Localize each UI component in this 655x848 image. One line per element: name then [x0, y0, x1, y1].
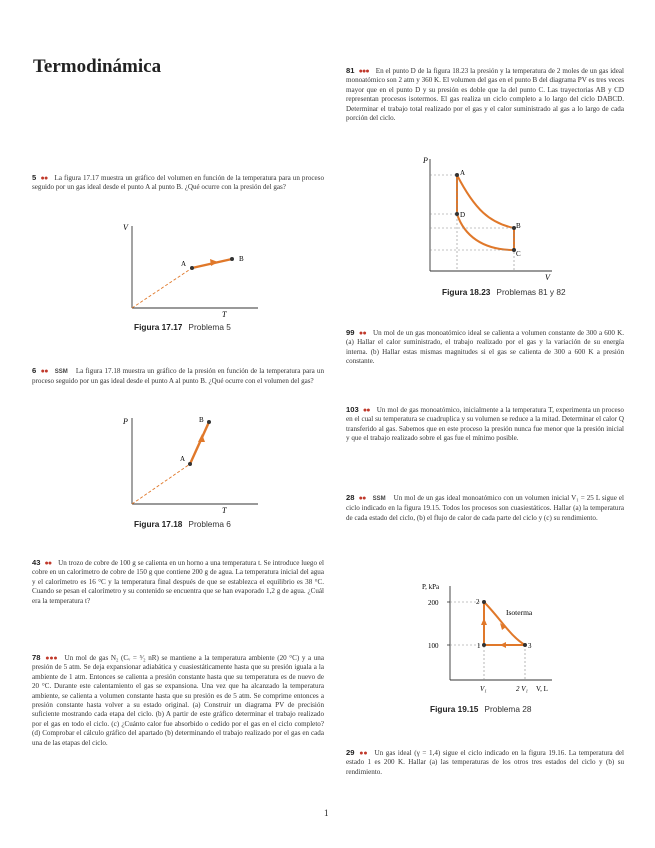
point-3 [523, 643, 527, 647]
y-axis-label: P [123, 417, 128, 426]
x-axis-label: T [222, 506, 227, 515]
label-a: A [181, 260, 187, 268]
difficulty-dots: ●● [358, 494, 366, 502]
figure-caption-text: Problemas 81 y 82 [496, 287, 566, 297]
tick-100: 100 [428, 642, 439, 650]
point-d [455, 212, 459, 216]
problem-28 [346, 493, 624, 523]
figure-18-23-caption [442, 287, 566, 297]
problem-43 [32, 558, 324, 606]
isotherm-ab [457, 175, 514, 228]
problem-text: La figura 17.17 muestra un gráfico del volumen en función de la temperatura para un proceso seguido por un gas ideal desde el punto A al punto B. ¿Qué ocurre con la presión del gas? [32, 174, 324, 192]
figure-17-18-caption [134, 519, 231, 529]
problem-number: 103 [346, 405, 359, 414]
isotherm-cd [457, 214, 514, 250]
problem-text: Un mol de un gas monoatómico ideal se calienta a volumen constante de 300 a 600 K. (a) Hallar el calor suministrado, el trabajo realizado por el gas y la variación de su energía interna. (b) Hallar estas mismas magnitudes si el gas se calienta de 300 a 600 K a presión constante. [346, 329, 624, 366]
problem-number: 29 [346, 748, 355, 757]
label-a: A [460, 169, 466, 177]
problem-29 [346, 748, 624, 777]
label-a: A [180, 455, 186, 463]
problem-number: 78 [32, 653, 41, 662]
problem-number: 28 [346, 493, 355, 502]
y-axis-label: P [423, 156, 428, 165]
label-c: C [516, 250, 521, 258]
problem-5 [32, 173, 324, 193]
tick-200: 200 [428, 599, 439, 607]
extrapolation [132, 464, 190, 504]
figure-17-18 [118, 412, 268, 517]
problem-text: En el punto D de la figura 18.23 la presión y la temperatura de 2 moles de un gas ideal monoatómico son 2 atm y 360 K. El volumen del gas en el punto B del diagrama PV es tres veces mayor que en el punto D y su presión es doble que la del punto C. Las trayectorias AB y CD representan procesos isotermos. El gas realiza un ciclo completo a lo largo del ciclo DABCD. Determinar el trabajo total realizado por el gas y el calor suministrado al gas a lo largo de cada porción del ciclo. [346, 67, 624, 123]
y-axis-label: P, kPa [422, 583, 440, 591]
point-a [455, 173, 459, 177]
xtick-2v1: 2 V₁ [516, 685, 528, 693]
figure-caption-text: Problema 6 [188, 519, 231, 529]
figure-17-17 [118, 218, 268, 318]
label-3: 3 [528, 642, 532, 650]
difficulty-dots: ●● [358, 329, 367, 337]
figure-19-15-caption [430, 704, 531, 714]
figure-label: Figura 18.23 [442, 287, 491, 297]
figure-caption-text: Problema 5 [188, 322, 231, 332]
difficulty-dots: ●● [40, 174, 48, 182]
figure-19-15 [420, 580, 560, 702]
figure-label: Figura 17.17 [134, 322, 183, 332]
problem-text: Un mol de gas monoatómico, inicialmente a la temperatura T, experimenta un proceso en el cual su temperatura se cuadruplica y su volumen se reduce a la mitad. Determinar el calor Q transferido al gas. Sabemos que en este proceso la presión nunca fue menor que la presión inicial y que el trabajo realizado sobre el gas fue el mínimo posible. [346, 406, 624, 443]
difficulty-dots: ●● [40, 367, 48, 375]
difficulty-dots: ●● [358, 749, 368, 757]
problem-text: La figura 17.18 muestra un gráfico de la presión en función de la temperatura para un proceso seguido por un gas ideal desde el punto A al punto B. ¿Qué ocurre con el volumen del gas? [32, 367, 324, 386]
point-a [190, 266, 194, 270]
difficulty-dots: ●● [362, 406, 370, 414]
arrow-12 [481, 618, 487, 625]
label-1: 1 [477, 642, 481, 650]
problem-number: 81 [346, 66, 355, 75]
label-2: 2 [476, 598, 480, 606]
x-axis-label: V [545, 273, 550, 282]
problem-text: Un trozo de cobre de 100 g se calienta en un horno a una temperatura t. Se introduce luego el cobre en un calorímetro de cobre de 150 g que contiene 200 g de agua. La temperatura inicial del agua y el calorímetro es 16 °C y la temperatura final después de que se establezca el equilibrio es 38 °C. Cuando se pesan el calorímetro y su contenido se encuentra que se han evaporado 1,2 g de agua. ¿Cuál era la temperatura t? [32, 559, 324, 605]
figure-caption-text: Problema 28 [484, 704, 532, 714]
problem-text: Un mol de gas N₂ (Cᵥ = ⁵⁄₂ nR) se mantiene a la temperatura ambiente (20 °C) y a una presión de 5 atm. Se deja expansionar adiabática y cuasiestáticamente hasta que su presión iguala a la ambiente de 1 atm. Entonces se calienta a presión constante hasta que su temperatura es de nuevo de 20 °C. Durante este calentamiento el gas se expansiona. Una vez que ha alcanzado la temperatura ambiente, se calienta a volumen constante hasta que su presión es de 5 atm. Se comprime entonces a presión constante hasta volver a su estado original. (a) Construir un diagrama PV de precisión suficiente mostrando cada etapa del ciclo. (b) A partir de este gráfico determinar el trabajo realizado por el gas en todo el ciclo. (c) ¿Cuánto calor fue absorbido o cedido por el gas en el ciclo completo? (d) Comprobar el cálculo gráfico del apartado (b) determinando el trabajo realizado por el gas en cada una de las etapas del ciclo. [32, 654, 324, 747]
direction-arrow [210, 259, 218, 266]
label-b: B [199, 416, 204, 424]
label-b: B [516, 222, 521, 230]
extrapolation [132, 268, 192, 308]
page-number: 1 [324, 808, 329, 818]
x-axis-label: V, L [536, 685, 548, 693]
point-1 [482, 643, 486, 647]
process-ab [190, 422, 209, 464]
figure-label: Figura 19.15 [430, 704, 479, 714]
difficulty-dots: ●● [44, 559, 52, 567]
problem-text: Un gas ideal (γ = 1,4) sigue el ciclo indicado en la figura 19.16. La temperatura del estado 1 es 200 K. Hallar (a) las temperaturas de los otros tres estados del ciclo y (b) su rendimiento. [346, 749, 624, 776]
difficulty-dots: ●●● [358, 67, 369, 75]
x-axis-label: T [222, 310, 227, 318]
figure-17-17-caption [134, 322, 231, 332]
point-b [230, 257, 234, 261]
arrow-31 [500, 642, 506, 648]
problem-number: 99 [346, 328, 355, 337]
xtick-v1: V₁ [480, 685, 487, 693]
figure-label: Figura 17.18 [134, 519, 183, 529]
ssm-tag: SSM [372, 496, 386, 502]
label-d: D [460, 211, 466, 219]
problem-number: 5 [32, 173, 37, 182]
problem-6 [32, 366, 324, 387]
y-axis-label: V [123, 223, 128, 232]
ssm-tag: SSM [54, 369, 68, 375]
problem-103 [346, 405, 624, 444]
label-b: B [239, 255, 244, 263]
point-a [188, 462, 192, 466]
difficulty-dots: ●●● [44, 654, 58, 662]
isotherm-label: Isoterma [506, 608, 533, 617]
problem-number: 43 [32, 558, 41, 567]
point-b [207, 420, 211, 424]
problem-text: Un mol de un gas ideal monoatómico con un volumen inicial V₁ = 25 L sigue el ciclo indicado en la figura 19.15. Todos los procesos son cuasiestáticos. Hallar (a) la temperatura de cada estado del ciclo, (b) el flujo de calor de cada parte del ciclo y (c) su rendimiento. [346, 494, 624, 522]
problem-81 [346, 66, 624, 123]
problem-99 [346, 328, 624, 367]
point-2 [482, 600, 486, 604]
problem-78 [32, 653, 324, 748]
figure-18-23 [420, 155, 560, 285]
page-title: Termodinámica [33, 56, 162, 77]
problem-number: 6 [32, 366, 37, 375]
